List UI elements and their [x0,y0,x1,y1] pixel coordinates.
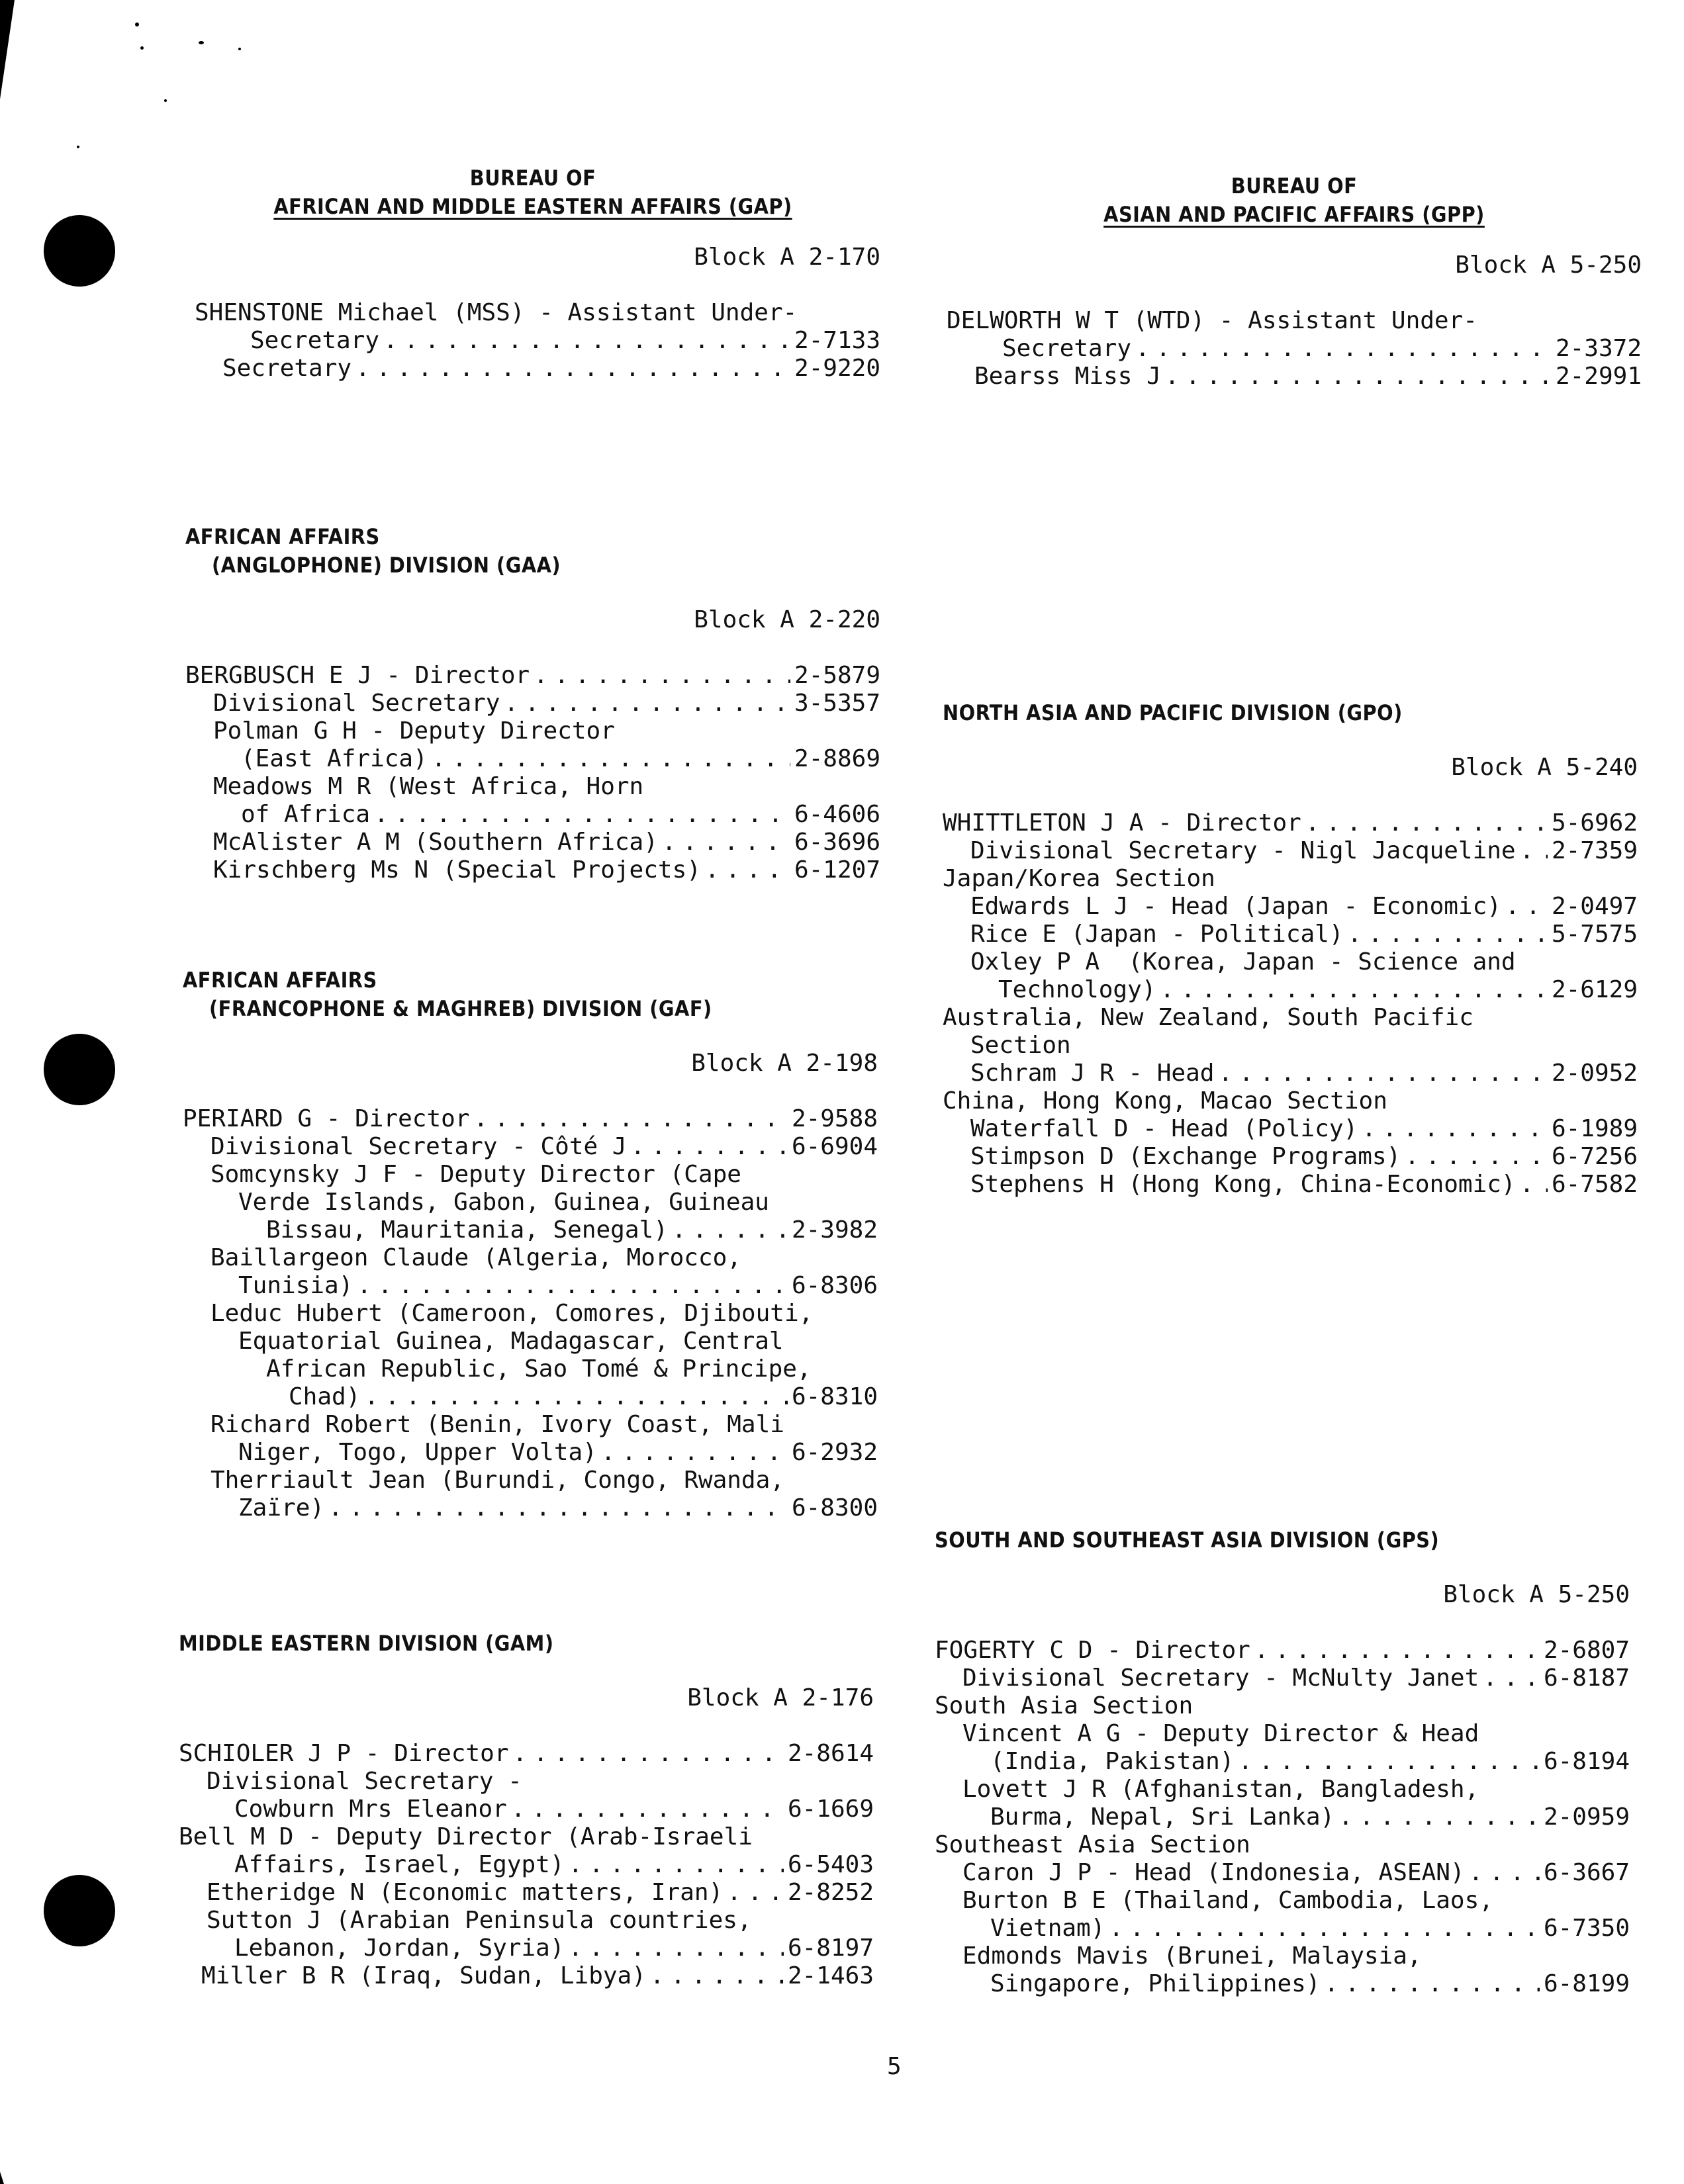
directory-entry [943,1143,1638,1171]
leader-dots [534,662,790,690]
leader-dots [1338,1803,1540,1831]
entry-text: Secretary [1002,335,1132,362]
title-line: MIDDLE EASTERN DIVISION (GAM) [179,1631,554,1656]
directory-entry [943,1060,1638,1087]
leader-dots [1520,837,1548,865]
entry-text: Edwards L J - Head (Japan - Economic) [970,893,1501,920]
leader-dots [432,745,790,773]
section-subheading: Japan/Korea Section [943,865,1215,892]
title-line: AFRICAN AFFAIRS [185,524,380,549]
entry-text: WHITTLETON J A - Director [943,809,1301,837]
binder-hole [44,1034,115,1105]
entry-text: Bissau, Mauritania, Senegal) [266,1216,668,1244]
leader-dots [650,1962,784,1990]
block-location: Block A 2-176 [687,1684,874,1711]
entry-text: (East Africa) [241,745,428,772]
entry-text: Niger, Togo, Upper Volta) [238,1439,597,1466]
leader-dots [1218,1060,1547,1087]
scan-speck [135,23,139,26]
directory-entry [935,1664,1630,1692]
directory-entry [943,976,1638,1004]
entry-text: Schram J R - Head [970,1060,1215,1087]
directory-entry [183,1272,878,1300]
section-subheading: South Asia Section [935,1692,1193,1719]
entry-text: Singapore, Philippines) [990,1970,1321,1997]
directory-entry [943,1115,1638,1143]
directory-entry [935,1970,1630,1998]
directory-entry [179,1851,874,1879]
directory-entry [185,327,880,355]
phone-number: 6-8194 [1543,1748,1630,1775]
entry-text: Technology) [998,976,1156,1003]
directory-entry [935,1915,1630,1942]
section-gaa [185,523,880,884]
directory-entry [185,355,880,383]
phone-number: 6-7350 [1543,1915,1630,1942]
section-gam [179,1629,874,1990]
leader-dots [1325,1970,1540,1998]
entry-text: Verde Islands, Gabon, Guinea, Guineau [238,1189,769,1216]
section-subheading: Section [970,1032,1071,1059]
phone-number: 2-5879 [794,662,880,689]
entry-text: Divisional Secretary - [207,1768,522,1795]
phone-number: 6-3696 [794,829,880,856]
leader-dots [357,1272,788,1300]
leader-dots [569,1851,784,1879]
phone-number: 2-7133 [794,327,880,354]
entry-text: African Republic, Sao Tomé & Principe, [266,1355,812,1383]
entry-text: Divisional Secretary [213,690,500,717]
block-location: Block A 5-250 [1455,251,1642,279]
leader-dots [569,1934,784,1962]
phone-number: 2-6807 [1543,1637,1630,1664]
section-title [185,523,880,580]
leader-dots [504,690,790,717]
phone-number: 6-8310 [791,1383,878,1410]
phone-number: 2-2991 [1555,363,1642,390]
directory-entry [943,1171,1638,1199]
phone-number: 6-7256 [1551,1143,1638,1170]
block-location: Block A 2-220 [694,606,880,633]
entry-text: Vincent A G - Deputy Director & Head [962,1720,1479,1747]
directory-entry [943,893,1638,921]
entry-text: Equatorial Guinea, Madagascar, Central [238,1328,784,1355]
directory-entry [935,1748,1630,1776]
block-location: Block A 2-170 [694,244,880,271]
entry-text: Divisional Secretary - McNulty Janet [962,1664,1479,1692]
entry-text: Burma, Nepal, Sri Lanka) [990,1803,1335,1831]
directory-entry [179,1740,874,1768]
phone-number: 5-7575 [1551,921,1638,948]
section-gap [185,164,880,383]
scan-corner-mark [0,2131,4,2184]
leader-dots [383,327,790,355]
directory-entry [935,1803,1630,1831]
entry-text: Affairs, Israel, Egypt) [234,1851,565,1878]
scan-speck [164,99,167,102]
entry-text: Baillargeon Claude (Algeria, Morocco, [210,1244,741,1271]
entry-text: Oxley P A (Korea, Japan - Science and [970,948,1516,976]
leader-dots [672,1216,788,1244]
title-line: AFRICAN AND MIDDLE EASTERN AFFAIRS (GAP) [273,194,792,219]
leader-dots [662,829,790,856]
leader-dots [1505,893,1548,921]
directory-entry [183,1494,878,1522]
phone-number: 6-8306 [791,1272,878,1299]
binder-hole [44,215,115,287]
directory-entry [943,809,1638,837]
leader-dots [601,1439,788,1467]
phone-number: 5-6962 [1551,809,1638,837]
title-line: SOUTH AND SOUTHEAST ASIA DIVISION (GPS) [935,1527,1440,1553]
phone-number: 2-7359 [1551,837,1638,864]
phone-number: 6-5403 [787,1851,874,1878]
title-line: (FRANCOPHONE & MAGHREB) DIVISION (GAF) [209,996,712,1021]
entry-text: Therriault Jean (Burundi, Congo, Rwanda, [210,1467,784,1494]
leader-dots [1254,1637,1540,1664]
scan-speck [199,41,204,44]
section-gpp [947,172,1642,390]
entry-text: Tunisia) [238,1272,353,1299]
phone-number: 2-8614 [787,1740,874,1767]
entry-text: Sutton J (Arabian Peninsula countries, [207,1907,752,1934]
entry-text: McAlister A M (Southern Africa) [213,829,658,856]
entry-text: Zaïre) [238,1494,325,1522]
directory-entry [179,1879,874,1907]
page-number: 5 [887,2053,902,2080]
leader-dots [1483,1664,1540,1692]
leader-dots [1348,921,1548,948]
block-location: Block A 5-240 [1451,754,1638,781]
entry-text: PERIARD G - Director [183,1105,470,1132]
directory-entry [179,1796,874,1823]
title-line: (ANGLOPHONE) DIVISION (GAA) [212,553,561,578]
entry-text: Bearss Miss J [974,363,1161,390]
phone-number: 6-3667 [1543,1859,1630,1886]
title-line: NORTH ASIA AND PACIFIC DIVISION (GPO) [943,700,1403,725]
entry-text: Burton B E (Thailand, Cambodia, Laos, [962,1887,1493,1914]
phone-number: 6-1669 [787,1796,874,1823]
leader-dots [1238,1748,1539,1776]
leader-dots [511,1796,784,1823]
leader-dots [1469,1859,1540,1887]
directory-entry [183,1383,878,1411]
directory-entry [183,1105,878,1133]
directory-entry [935,1859,1630,1887]
entry-text: Polman G H - Deputy Director [213,717,615,745]
leader-dots [631,1133,788,1161]
title-line: BUREAU OF [1231,173,1358,199]
entry-text: SHENSTONE Michael (MSS) - Assistant Under- [195,299,798,326]
entry-text: Leduc Hubert (Cameroon, Comores, Djibouti, [210,1300,814,1327]
phone-number: 6-8199 [1543,1970,1630,1997]
leader-dots [473,1105,787,1133]
phone-number: 3-5357 [794,690,880,717]
entry-text: Chad) [289,1383,361,1410]
directory-entry [179,1934,874,1962]
leader-dots [727,1879,784,1907]
leader-dots [364,1383,788,1411]
phone-number: 2-0497 [1551,893,1638,920]
directory-entry [185,856,880,884]
section-title [179,1629,874,1658]
block-location: Block A 5-250 [1443,1581,1630,1608]
entry-text: Secretary [222,355,352,382]
leader-dots [1362,1115,1548,1143]
entry-text: Rice E (Japan - Political) [970,921,1344,948]
directory-entry [943,837,1638,865]
directory-entry [947,335,1642,363]
entry-text: (India, Pakistan) [990,1748,1235,1775]
phone-number: 2-8252 [787,1879,874,1906]
phone-number: 6-8300 [791,1494,878,1522]
entry-text: Lebanon, Jordan, Syria) [234,1934,565,1962]
entry-text: DELWORTH W T (WTD) - Assistant Under- [947,307,1477,334]
section-title [183,966,878,1023]
entry-text: Waterfall D - Head (Policy) [970,1115,1358,1142]
directory-entry [183,1216,878,1244]
section-subheading: Southeast Asia Section [935,1831,1250,1858]
title-line: AFRICAN AFFAIRS [183,968,377,993]
section-title [947,172,1642,229]
scan-speck [77,146,79,148]
entry-text: of Africa [241,801,371,828]
leader-dots [1165,363,1552,390]
directory-entry [185,829,880,856]
entry-text: Bell M D - Deputy Director (Arab-Israeli [179,1823,753,1850]
section-title [185,164,880,221]
entry-text: FOGERTY C D - Director [935,1637,1250,1664]
directory-entry [943,921,1638,948]
phone-number: 6-1989 [1551,1115,1638,1142]
phone-number: 6-8197 [787,1934,874,1962]
entry-text: Miller B R (Iraq, Sudan, Libya) [201,1962,646,1989]
leader-dots [1109,1915,1540,1942]
section-gaf [183,966,878,1522]
scan-speck [238,48,241,50]
phone-number: 6-2932 [791,1439,878,1466]
directory-entry [935,1637,1630,1664]
directory-entry [185,690,880,717]
scan-corner-mark [0,0,15,99]
entry-text: Caron J P - Head (Indonesia, ASEAN) [962,1859,1465,1886]
leader-dots [1405,1143,1548,1171]
entry-text: SCHIOLER J P - Director [179,1740,509,1767]
section-subheading: China, Hong Kong, Macao Section [943,1087,1387,1115]
leader-dots [1160,976,1548,1004]
phone-number: 2-9588 [791,1105,878,1132]
leader-dots [1135,335,1552,363]
phone-number: 2-3372 [1555,335,1642,362]
directory-entry [947,363,1642,390]
directory-entry [185,801,880,829]
entry-text: Divisional Secretary - Nigl Jacqueline [970,837,1516,864]
phone-number: 6-1207 [794,856,880,884]
title-line: ASIAN AND PACIFIC AFFAIRS (GPP) [1103,202,1485,227]
phone-number: 2-3982 [791,1216,878,1244]
leader-dots [1305,809,1548,837]
entry-text: Richard Robert (Benin, Ivory Coast, Mali [210,1411,784,1438]
entry-text: Secretary [250,327,380,354]
phone-number: 6-4606 [794,801,880,828]
entry-text: Stimpson D (Exchange Programs) [970,1143,1401,1170]
entry-text: Stephens H (Hong Kong, China-Economic) [970,1171,1516,1198]
leader-dots [328,1494,788,1522]
binder-hole [44,1875,115,1946]
entry-text: Cowburn Mrs Eleanor [234,1796,507,1823]
entry-text: Kirschberg Ms N (Special Projects) [213,856,701,884]
entry-text: Edmonds Mavis (Brunei, Malaysia, [962,1942,1422,1970]
phone-number: 6-6904 [791,1133,878,1160]
entry-text: Lovett J R (Afghanistan, Bangladesh, [962,1776,1479,1803]
phone-number: 2-1463 [787,1962,874,1989]
directory-entry [179,1962,874,1990]
block-location: Block A 2-198 [691,1050,878,1077]
entry-text: Vietnam) [990,1915,1105,1942]
directory-entry [183,1439,878,1467]
leader-dots [705,856,790,884]
leader-dots [374,801,790,829]
scan-speck [140,46,144,50]
phone-number: 2-6129 [1551,976,1638,1003]
section-title [943,699,1638,727]
directory-entry [185,745,880,773]
phone-number: 2-8869 [794,745,880,772]
section-title [935,1526,1630,1555]
section-gpo [943,699,1638,1199]
entry-text: Etheridge N (Economic matters, Iran) [207,1879,724,1906]
phone-number: 2-0959 [1543,1803,1630,1831]
entry-text: BERGBUSCH E J - Director [185,662,530,689]
directory-entry [185,662,880,690]
title-line: BUREAU OF [469,165,596,191]
section-subheading: Australia, New Zealand, South Pacific [943,1004,1474,1031]
section-gps [935,1526,1630,1998]
leader-dots [513,1740,784,1768]
entry-text: Somcynsky J F - Deputy Director (Cape [210,1161,741,1188]
leader-dots [1520,1171,1548,1199]
phone-number: 6-7582 [1551,1171,1638,1198]
entry-text: Meadows M R (West Africa, Horn [213,773,644,800]
directory-entry [183,1133,878,1161]
leader-dots [355,355,790,383]
phone-number: 6-8187 [1543,1664,1630,1692]
phone-number: 2-9220 [794,355,880,382]
entry-text: Divisional Secretary - Côté J [210,1133,627,1160]
phone-number: 2-0952 [1551,1060,1638,1087]
